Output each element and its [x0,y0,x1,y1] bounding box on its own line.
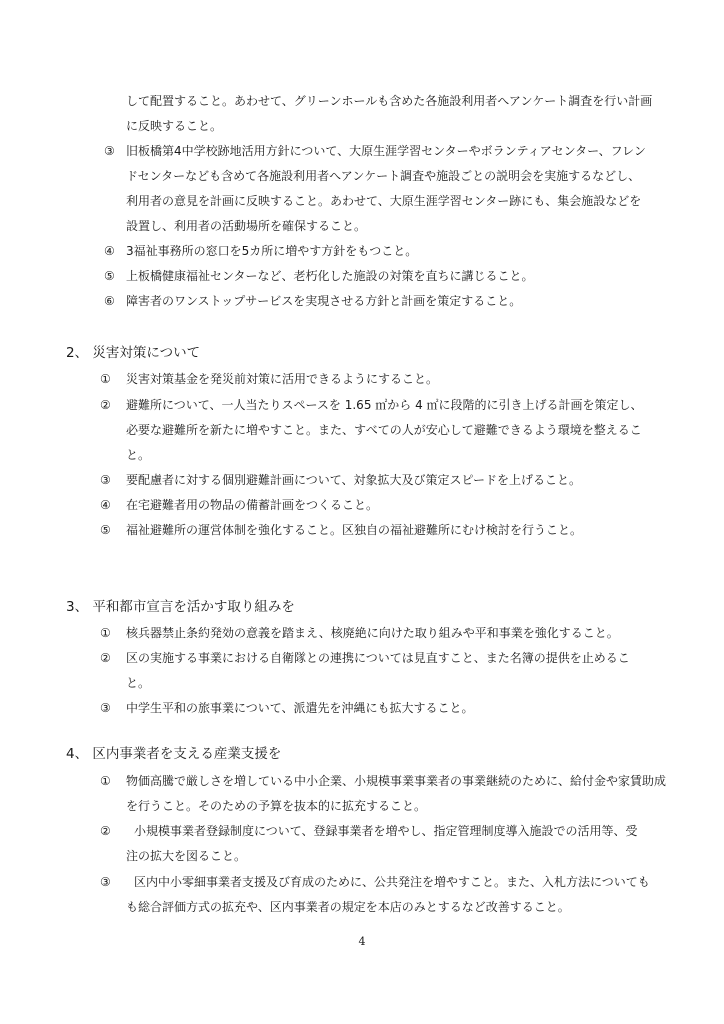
text-line: に反映すること。 [126,119,223,133]
item-number: ② [100,824,111,838]
text-line: ドセンターなども含めて各施設利用者へアンケート調査や施設ごとの説明会を実施するなどし、 [126,169,641,183]
item-number: ③ [100,875,111,889]
text-line: 3福祉事務所の窓口を5カ所に増やす方針をもつこと。 [126,244,418,258]
text-line: 注の拡大を図ること。 [126,849,247,863]
text-line: と。 [126,448,151,462]
text-line: 設置し、利用者の活動場所を確保すること。 [126,219,367,233]
text-line: も総合評価方式の拡充や、区内事業者の規定を本店のみとするなど改善すること。 [126,900,570,914]
text-line: 在宅避難者用の物品の備蓄計画をつくること。 [126,498,379,512]
item-number: ⑤ [100,523,111,537]
text-line: 福祉避難所の運営体制を強化すること。区独自の福祉避難所にむけ検討を行うこと。 [126,523,583,537]
text-line: して配置すること。あわせて、グリーンホールも含めた各施設利用者へアンケート調査を行い計画 [126,94,653,108]
text-line: 障害者のワンストップサービスを実現させる方針と計画を策定すること。 [126,294,522,308]
text-line: 必要な避難所を新たに増やすこと。また、すべての人が安心して避難できるよう環境を整えるこ [126,423,642,437]
section-heading: 3、 平和都市宣言を活かす取り組みを [66,599,295,615]
text-line: 核兵器禁止条約発効の意義を踏まえ、核廃絶に向けた取り組みや平和事業を強化すること。 [126,626,619,640]
item-number: ④ [104,244,115,258]
item-number: ③ [100,473,111,487]
item-number: ⑤ [104,269,115,283]
text-line: 利用者の意見を計画に反映すること。あわせて、大原生涯学習センター跡にも、集会施設などを [126,194,642,208]
item-number: ① [100,372,111,386]
item-number: ③ [104,144,115,158]
page-number: 4 [358,935,366,948]
section-heading: 2、 災害対策について [66,345,201,361]
item-number: ④ [100,498,111,512]
text-line: と。 [126,676,151,690]
item-number: ① [100,626,111,640]
text-line: 旧板橋第4中学校跡地活用方針について、大原生涯学習センターやボランティアセンター、フレン [126,144,646,158]
item-number: ⑥ [104,294,115,308]
text-line: 区内中小零細事業者支援及び育成のために、公共発注を増やすこと。また、入札方法についても [134,875,650,889]
text-line: 避難所について、一人当たりスペースを 1.65 ㎡から 4 ㎡に段階的に引き上げる計画を策定し、 [126,398,643,412]
item-number: ① [100,774,111,788]
section-heading: 4、 区内事業者を支える産業支援を [66,746,282,762]
text-line: 要配慮者に対する個別避難計画について、対象拡大及び策定スピードを上げること。 [126,473,582,487]
text-line: 中学生平和の旅事業について、派遣先を沖縄にも拡大すること。 [126,701,474,715]
text-line: を行うこと。そのための予算を抜本的に拡充すること。 [126,799,427,813]
text-line: 区の実施する事業における自衛隊との連携については見直すこと、また名簿の提供を止めるこ [126,651,630,665]
item-number: ② [100,651,111,665]
text-line: 上板橋健康福祉センターなど、老朽化した施設の対策を直ちに講じること。 [126,269,534,283]
item-number: ② [100,398,111,412]
item-number: ③ [100,701,111,715]
text-line: 物価高騰で厳しさを増している中小企業、小規模事業事業者の事業継続のために、給付金や家賃助成 [126,774,667,788]
text-line: 災害対策基金を発災前対策に活用できるようにすること。 [126,372,439,386]
text-line: 小規模事業者登録制度について、登録事業者を増やし、指定管理制度導入施設での活用等、受 [134,824,638,838]
